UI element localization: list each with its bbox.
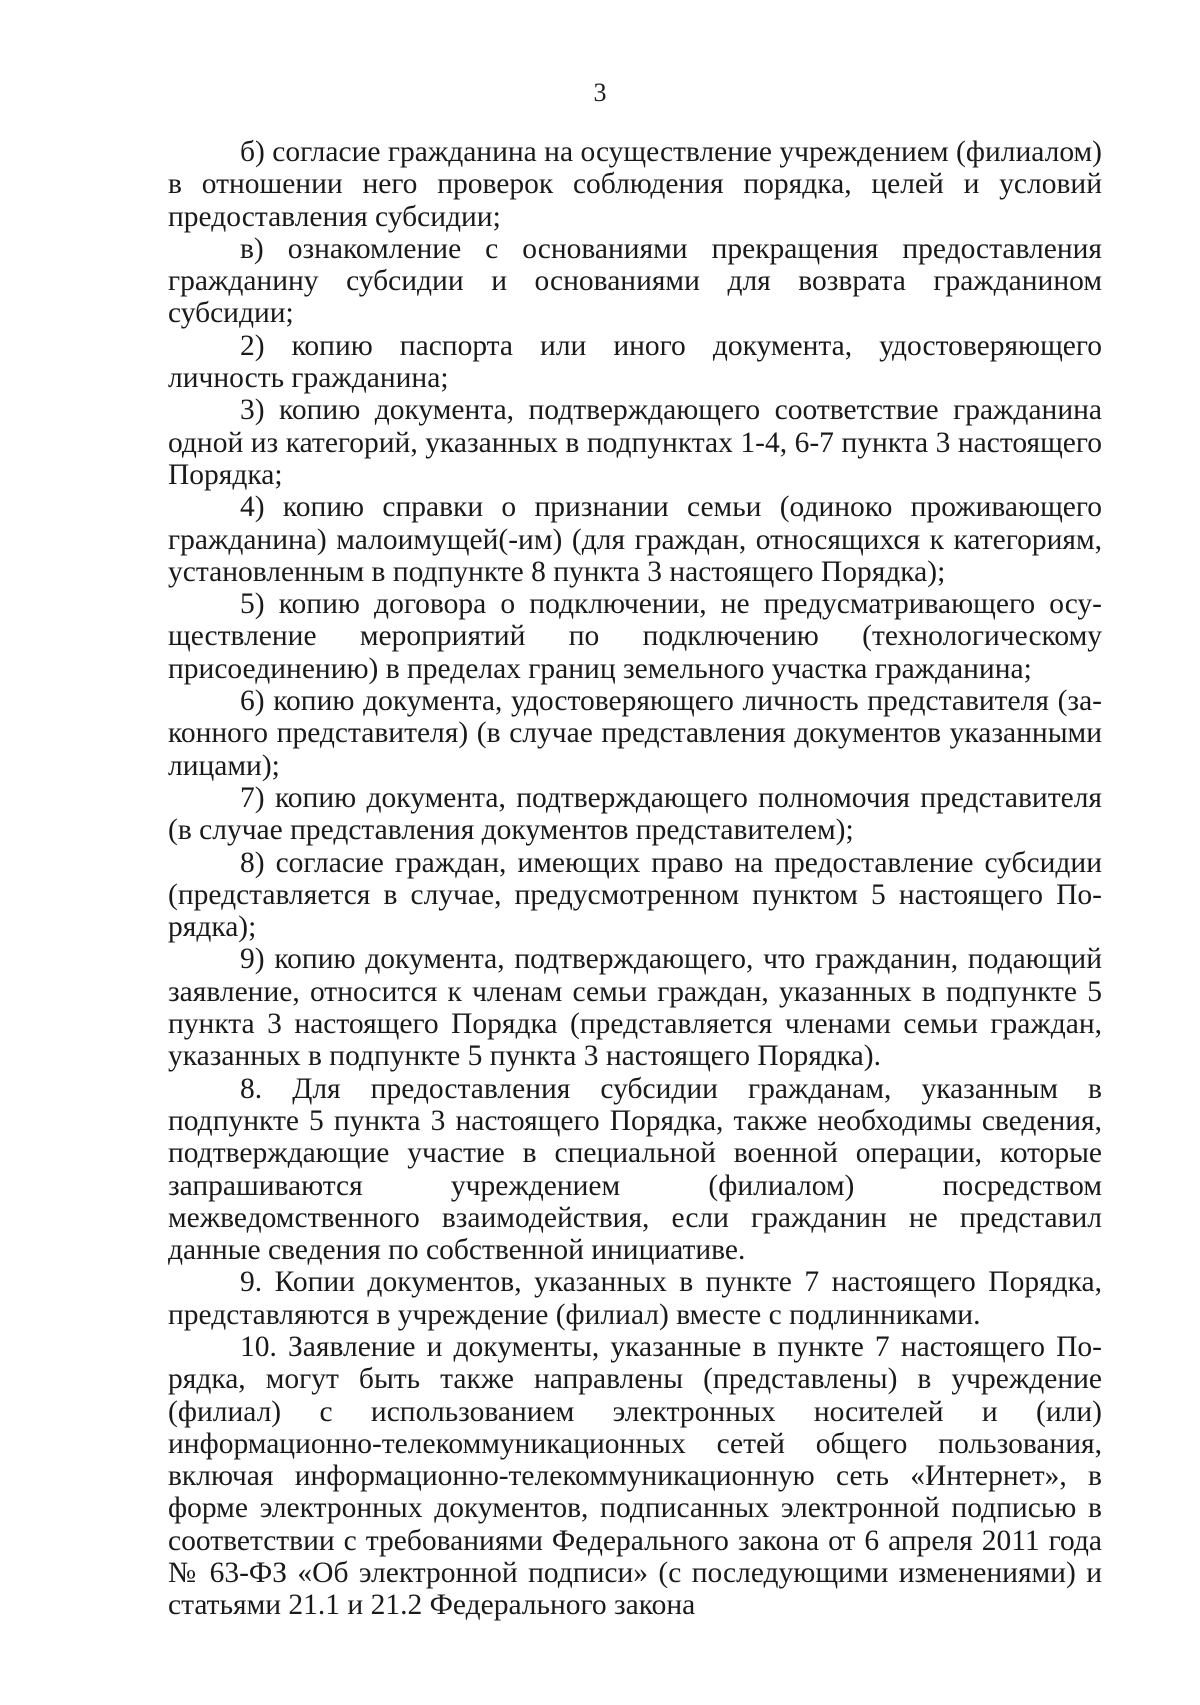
paragraph-8-citizens-consent: 8) согласие граждан, имеющих право на предоставление субсидии (представляется в случае, предусмотренном пунктом 5 настоящего Порядка);	[168, 846, 1102, 944]
clause-10-electronic-submission: 10. Заявление и документы, указанные в пункте 7 настоящего Порядка, могут быть также направлены (представлены) в учреждение (филиал) с использованием электронных носителей и (или) информационно-телекоммуникационных сетей общего пользования, включая информационно-телекоммуникационную сеть «Интернет», в форме электронных документов, подписанных электронной подписью в соответствии с требованиями Федерального закона от 6 апреля 2011 года № 63-ФЗ «Об электронной подписи» (с последующими изменениями) и статьями 21.1 и 21.2 Федерального закона	[168, 1330, 1102, 1622]
paragraph-5-connection-contract: 5) копию договора о подключении, не предусматривающего осуществление мероприятий по подключению (технологическому присоединению) в пределах границ земельного участка гражданина;	[168, 588, 1102, 685]
paragraph-b-consent: б) согласие гражданина на осуществление учреждением (филиалом) в отношении него проверок соблюдения порядка, целей и условий предоставления субсидии;	[168, 136, 1102, 233]
document-body	[168, 136, 1102, 1622]
page-number: 3	[593, 78, 607, 107]
paragraph-7-representative-authority: 7) копию документа, подтверждающего полномочия представителя (в случае представления документов представителем);	[168, 781, 1102, 847]
paragraph-4-low-income-certificate: 4) копию справки о признании семьи (одиноко проживающего гражданина) малоимущей(-им) (для граждан, относящихся к категориям, установленным в подпункте 8 пункта 3 настоящего Порядка);	[168, 491, 1102, 588]
clause-9-document-copies: 9. Копии документов, указанных в пункте 7 настоящего Порядка, представляются в учреждение (филиал) вместе с подлинниками.	[168, 1266, 1102, 1331]
paragraph-9-family-member-document: 9) копию документа, подтверждающего, что гражданин, подающий заявление, относится к членам семьи граждан, указанных в подпункте 5 пункта 3 настоящего Порядка (представляется членами семьи граждан, указанных в подпункте 5 пункта 3 настоящего Порядка).	[168, 943, 1102, 1073]
clause-8-svo-information: 8. Для предоставления субсидии гражданам, указанным в подпункте 5 пункта 3 настоящего Порядка, также необходимы сведения, подтверждающие участие в специальной военной операции, которые запрашиваются учреждением (филиалом) посредством межведомственного взаимодействия, если гражданин не представил данные сведения по собственной инициативе.	[168, 1072, 1102, 1267]
paragraph-3-category-document: 3) копию документа, подтверждающего соответствие гражданина одной из категорий, указанных в подпунктах 1-4, 6-7 пункта 3 настоящего Порядка;	[168, 394, 1102, 491]
paragraph-v-familiarization: в) ознакомление с основаниями прекращения предоставления гражданину субсидии и основаниями для возврата гражданином субсидии;	[168, 232, 1102, 330]
paragraph-6-representative-id: 6) копию документа, удостоверяющего личность представителя (законного представителя) (в случае представления документов указанными лицами);	[168, 685, 1102, 782]
paragraph-2-passport: 2) копию паспорта или иного документа, удостоверяющего личность гражданина;	[168, 329, 1102, 395]
